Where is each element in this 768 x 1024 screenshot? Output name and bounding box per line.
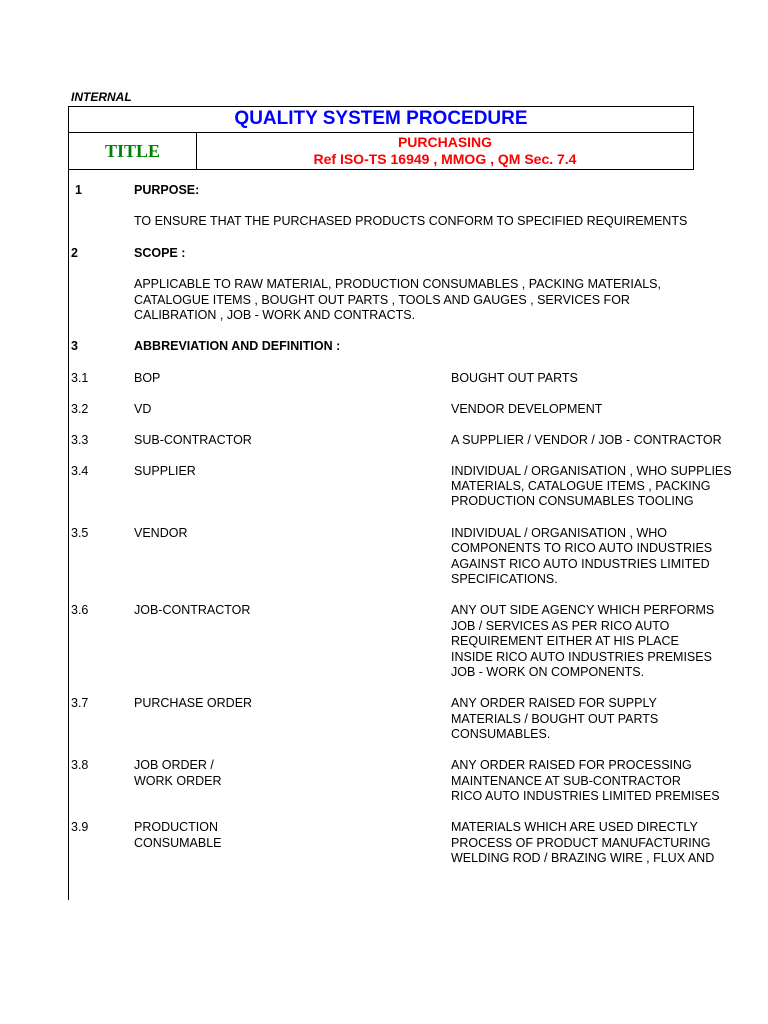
definition-term: JOB-CONTRACTOR [134, 603, 251, 617]
definition-number: 3.4 [71, 464, 89, 478]
scope-line: CATALOGUE ITEMS , BOUGHT OUT PARTS , TOOLS AND GAUGES , SERVICES FOR [134, 293, 630, 307]
definition-description: A SUPPLIER / VENDOR / JOB - CONTRACTOR [451, 433, 722, 447]
definition-description: BOUGHT OUT PARTS [451, 371, 578, 385]
definition-description: ANY ORDER RAISED FOR SUPPLY [451, 696, 657, 710]
purpose-text: TO ENSURE THAT THE PURCHASED PRODUCTS CONFORM TO SPECIFIED REQUIREMENTS [134, 214, 688, 228]
definition-description: INSIDE RICO AUTO INDUSTRIES PREMISES [451, 650, 712, 664]
definition-description: MATERIALS / BOUGHT OUT PARTS [451, 712, 659, 726]
scope-line: APPLICABLE TO RAW MATERIAL, PRODUCTION CONSUMABLES , PACKING MATERIALS, [134, 277, 661, 291]
definition-term: SUB-CONTRACTOR [134, 433, 252, 447]
definition-description: JOB / SERVICES AS PER RICO AUTO [451, 619, 670, 633]
title-label: TITLE [104, 141, 161, 161]
internal-classification-label: INTERNAL [71, 90, 132, 104]
definition-term: PURCHASE ORDER [134, 696, 253, 710]
definition-number: 3.6 [71, 603, 89, 617]
definition-description: COMPONENTS TO RICO AUTO INDUSTRIES [451, 541, 713, 555]
section-number-scope: 2 [71, 246, 78, 260]
definition-number: 3.3 [71, 433, 89, 447]
definition-term: BOP [134, 371, 161, 385]
definition-number: 3.8 [71, 758, 89, 772]
definition-description: INDIVIDUAL / ORGANISATION , WHO SUPPLIES [451, 464, 732, 478]
definition-number: 3.5 [71, 526, 89, 540]
definition-term: PRODUCTION [134, 820, 219, 834]
definition-description: MATERIALS, CATALOGUE ITEMS , PACKING [451, 479, 711, 493]
definition-description: RICO AUTO INDUSTRIES LIMITED PREMISES [451, 789, 720, 803]
section-heading-abbreviations: ABBREVIATION AND DEFINITION : [134, 339, 341, 353]
section-number-abbreviations: 3 [71, 339, 78, 353]
definition-description: AGAINST RICO AUTO INDUSTRIES LIMITED [451, 557, 710, 571]
document-title: QUALITY SYSTEM PROCEDURE [234, 108, 528, 129]
definition-description: PROCESS OF PRODUCT MANUFACTURING [451, 836, 711, 850]
definition-term: WORK ORDER [134, 774, 222, 788]
definition-description: VENDOR DEVELOPMENT [451, 402, 603, 416]
definition-number: 3.7 [71, 696, 89, 710]
section-heading-purpose: PURPOSE: [134, 183, 200, 197]
definition-description: ANY ORDER RAISED FOR PROCESSING [451, 758, 692, 772]
scope-line: CALIBRATION , JOB - WORK AND CONTRACTS. [134, 308, 416, 322]
definition-description: MATERIALS WHICH ARE USED DIRECTLY [451, 820, 698, 834]
procedure-subject: PURCHASING [397, 134, 493, 150]
definition-term: CONSUMABLE [134, 836, 222, 850]
definition-description: CONSUMABLES. [451, 727, 551, 741]
definition-description: MAINTENANCE AT SUB-CONTRACTOR [451, 774, 681, 788]
procedure-reference: Ref ISO-TS 16949 , MMOG , QM Sec. 7.4 [313, 151, 577, 167]
section-number-purpose: 1 [75, 183, 82, 197]
definition-description: JOB - WORK ON COMPONENTS. [451, 665, 645, 679]
definition-number: 3.1 [71, 371, 89, 385]
definition-description: ANY OUT SIDE AGENCY WHICH PERFORMS [451, 603, 715, 617]
definition-term: SUPPLIER [134, 464, 196, 478]
definition-description: PRODUCTION CONSUMABLES TOOLING [451, 494, 694, 508]
definition-description: SPECIFICATIONS. [451, 572, 558, 586]
section-heading-scope: SCOPE : [134, 246, 186, 260]
definition-description: WELDING ROD / BRAZING WIRE , FLUX AND [451, 851, 715, 865]
definition-number: 3.9 [71, 820, 89, 834]
definition-description: REQUIREMENT EITHER AT HIS PLACE [451, 634, 679, 648]
definition-term: JOB ORDER / [134, 758, 214, 772]
definition-number: 3.2 [71, 402, 89, 416]
definition-description: INDIVIDUAL / ORGANISATION , WHO [451, 526, 667, 540]
definition-term: VD [134, 402, 152, 416]
definition-term: VENDOR [134, 526, 188, 540]
